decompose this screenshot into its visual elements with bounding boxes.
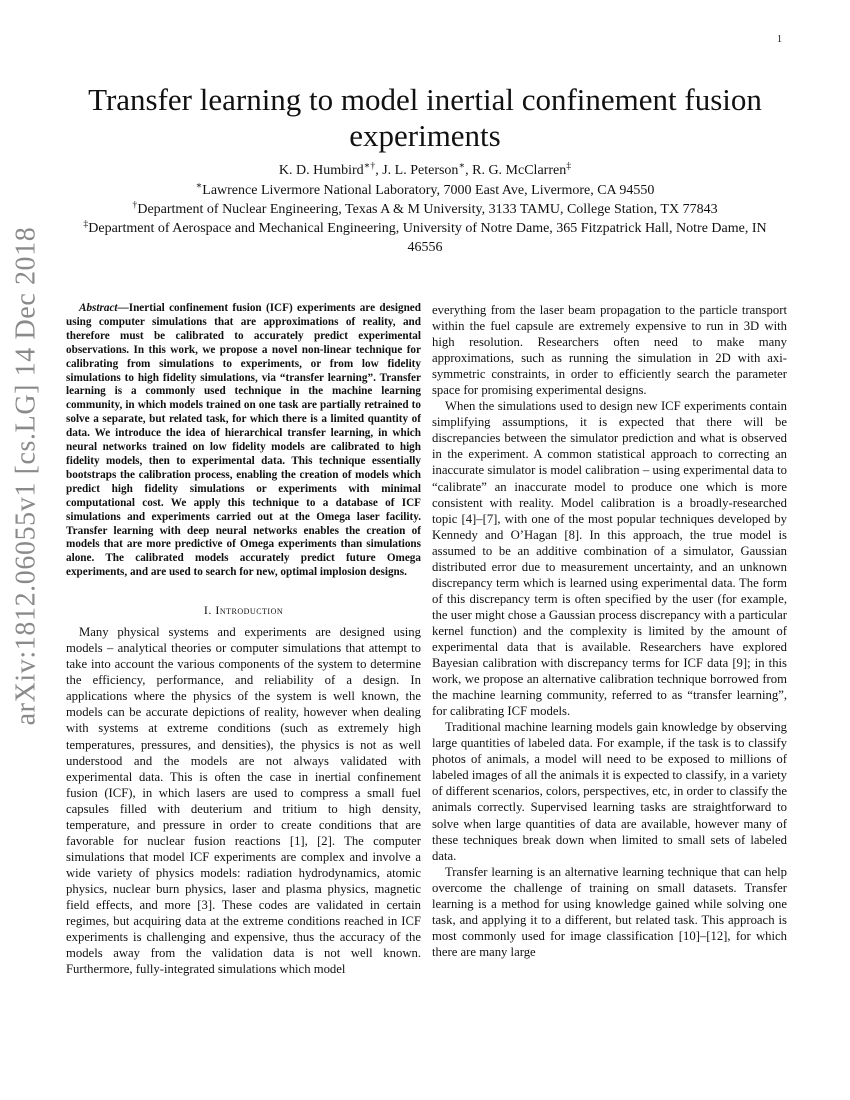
section-number: I. [203, 603, 212, 618]
left-column [66, 302, 421, 977]
author-marks: ∗ [458, 160, 466, 172]
affiliation-text: Department of Nuclear Engineering, Texas A & M University, 3133 TAMU, College Station, TX 77843 [137, 202, 718, 217]
body-paragraph: Traditional machine learning models gain knowledge by observing large quantities of labeled data. For example, if the task is to classify photos of animals, a model will need to be exposed to millions of labeled images of all the animals it is expected to classify, in a variety of different scenarios, colors, perspectives, etc, in order to classify the animals correctly. Supervised learning tasks are straightforward to solve when large quantities of data are available, however many of these techniques break down when limited to small sets of labeled data. [432, 720, 787, 863]
section-title: Introduction [215, 603, 284, 618]
affiliation-text: Department of Aerospace and Mechanical Engineering, University of Notre Dame, 365 Fitzpatrick Hall, Notre Dame, IN 46556 [88, 221, 767, 255]
body-paragraph: Many physical systems and experiments are designed using models – analytical theories or computer simulations that attempt to take into account the various components of the system to determine the efficiency, performance, and reliability of a design. In applications where the physics of the system is well known, the models can be accurate depictions of reality, however when dealing with systems at extreme conditions (such as extremely high temperatures, pressures, and densities), the physics is not as well understood and the models are not always validated with experimental data. This is often the case in inertial confinement fusion (ICF), in which lasers are used to compress a small fuel capsules filled with deuterium and tritium to high density, temperature, and pressure in order to create conditions that are favorable for nuclear fusion reactions [1], [2]. The computer simulations that model ICF experiments are complex and involve a wide variety of physics models: radiation hydrodynamics, atomic physics, nuclear burn physics, laser and plasma physics, magnetic field effects, and more [3]. These codes are validated in certain regimes, but acquiring data at the extreme conditions reached in ICF experiments is challenging and expensive, thus the accuracy of the models away from the validation data is not well known. Furthermore, fully-integrated simulations which model [66, 625, 421, 977]
page-number: 1 [777, 34, 782, 45]
body-paragraph: When the simulations used to design new ICF experiments contain simplifying assumptions, it is expected that there will be discrepancies between the simulator prediction and what is observed in the experiment. A common statistical approach to correcting an inaccurate simulator is model calibration – using experimental data to “calibrate” an inaccurate model to produce one which is more consistent with reality. Model calibration is a broadly-researched topic [4]–[7], with one of the most popular techniques developed by Kennedy and O’Hagan [8]. In this approach, the true model is assumed to be an additive combination of a simulator, Gaussian distributed error due to measurement uncertainty, and an unknown discrepancy term which is learned using experimental data. The form of this discrepancy term is often specified by the user (for example, the user might chose a Gaussian process discrepancy with a particular kernel function) and the complexity is limited by the amount of experimental data that is available. Researchers have explored Bayesian calibration with discrepancy terms for ICF data [9]; in this work, we propose an alternative calibration technique borrowed from the machine learning community, referred to as “transfer learning”, for calibrating ICF models. [432, 399, 787, 719]
affiliation [66, 200, 784, 219]
affiliation-text: Lawrence Livermore National Laboratory, 7000 East Ave, Livermore, CA 94550 [202, 183, 655, 198]
paper-title: Transfer learning to model inertial confinement fusion experiments [88, 82, 762, 153]
affiliation-mark: † [132, 199, 138, 211]
abstract [66, 302, 421, 580]
author-name: J. L. Peterson [382, 163, 459, 178]
abstract-text: Inertial confinement fusion (ICF) experiments are designed using computer simulations that are approximations of reality, and therefore must be calibrated to accurately predict experimental observations. In this work, we propose a novel non-linear technique for calibrating from simulations to experiments, or from low fidelity simulations to high fidelity simulations, via “transfer learning”. Transfer learning is a commonly used technique in the machine learning community, in which models trained on one task are partially retrained to solve a separate, but related task, for which there is a limited quantity of data. We introduce the idea of hierarchical transfer learning, in which neural networks trained on low fidelity models are calibrated to high fidelity models, then to experimental data. This technique essentially bootstraps the calibration process, enabling the creation of models which predict high fidelity simulations or experiments with minimal computational cost. We apply this technique to a database of ICF simulations and experiments carried out at the Omega laser facility. Transfer learning with deep neural networks enables the creation of models that are more predictive of Omega experiments than simulations alone. The calibrated models accurately predict future Omega experiments, and are used to search for new, optimal implosion designs. [66, 302, 421, 579]
affiliation-mark: ∗ [195, 180, 203, 192]
abstract-label: Abstract [79, 302, 118, 314]
author-list [66, 160, 784, 181]
affiliation [66, 219, 784, 257]
body-paragraph: Transfer learning is an alternative learning technique that can help overcome the challenge of training on small datasets. Transfer learning is a method for using knowledge gained while solving one task, and applying it to a different, but related task. This approach is most commonly used for image classification [10]–[12], for which there are many large [432, 864, 787, 959]
right-column [432, 302, 787, 960]
author-name: R. G. McClarren [472, 163, 567, 178]
affiliation-mark: ‡ [83, 218, 89, 230]
arxiv-stamp [6, 226, 46, 726]
body-paragraph: everything from the laser beam propagation to the particle transport within the fuel capsule are extremely expensive to run in 3D with high resolution. Researchers often need to make many approximations, such as running the simulation in 2D with axi-symmetric constraints, in order to efficiently search the parameter space for promising experimental designs. [432, 303, 787, 398]
author-separator: , [465, 163, 473, 178]
section-heading [66, 602, 421, 618]
affiliation-list [66, 181, 784, 257]
arxiv-id: arXiv:1812.06055v1 [cs.LG] 14 Dec 2018 [10, 226, 41, 726]
author-name: K. D. Humbird [278, 163, 364, 178]
author-marks: ∗† [363, 160, 376, 172]
abstract-dash: — [117, 302, 129, 314]
affiliation [66, 181, 784, 200]
author-marks: ‡ [566, 160, 572, 172]
author-separator: , [375, 163, 383, 178]
